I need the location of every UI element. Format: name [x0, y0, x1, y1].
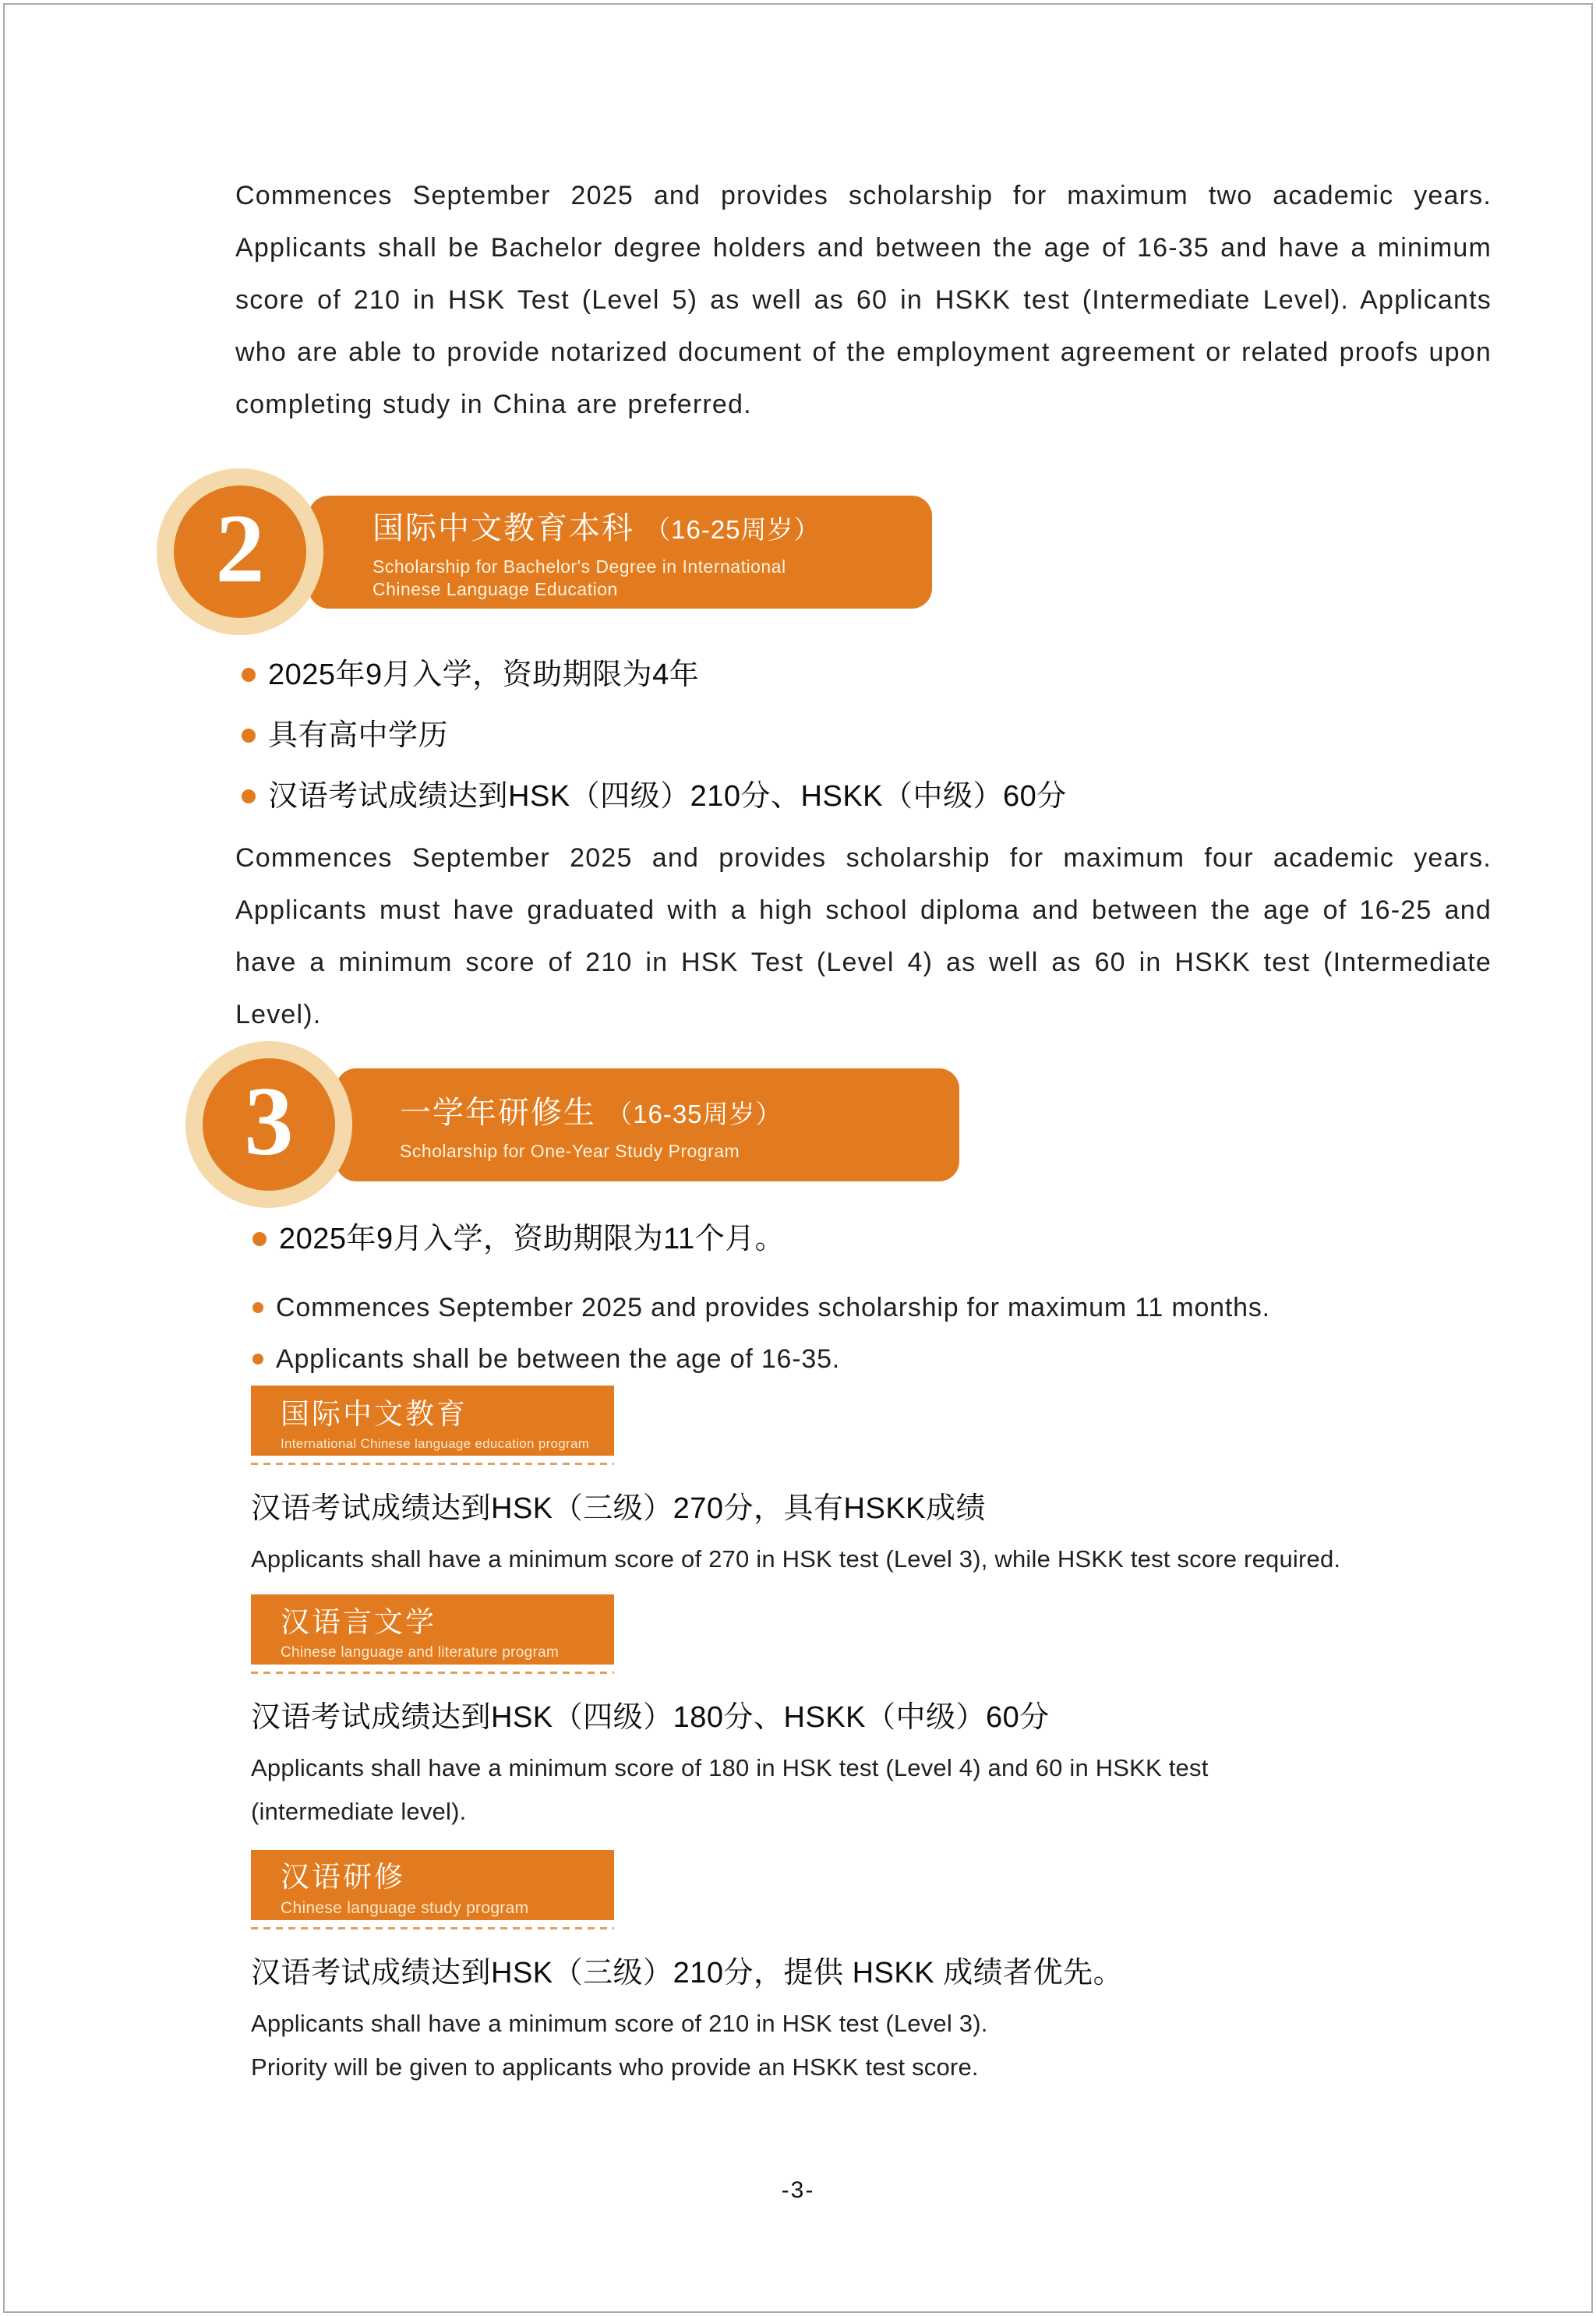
section-2-paragraph: Commences September 2025 and provides scholarship for maximum four academic years. Applicants must have graduated with a high school diploma and between the age of 16-25 and have a minimum score of 210 in HSK Test (Level 4) as well as 60 in HSKK test (Intermediate Level).	[235, 843, 1492, 1029]
bullet-text: Commences September 2025 and provides scholarship for maximum 11 months.	[276, 1293, 1270, 1322]
section-2-number: 2	[215, 495, 265, 603]
bullet-dot-icon	[252, 1232, 267, 1246]
section-3-age-range: （16-35周岁）	[606, 1099, 782, 1128]
program-badge	[251, 1594, 614, 1665]
bullet-dot-icon	[242, 729, 256, 743]
program-badge-title: 汉语言文学	[281, 1605, 436, 1638]
list-item	[242, 656, 1504, 694]
section-3-number: 3	[244, 1068, 294, 1176]
requirement-en-line: Applicants shall have a minimum score of 210 in HSK test (Level 3).	[251, 2010, 988, 2037]
program-requirement-cn: 汉语考试成绩达到HSK（三级）210分，提供 HSKK 成绩者优先。	[251, 1957, 1124, 1989]
program-badge	[251, 1386, 614, 1456]
program-requirement-cn: 汉语考试成绩达到HSK（四级）180分、HSKK（中级）60分	[251, 1701, 1050, 1734]
bullet-dot-icon	[252, 1354, 263, 1365]
program-badge-title: 汉语研修	[281, 1860, 405, 1893]
document-page	[3, 3, 1593, 2313]
program-badge	[251, 1850, 614, 1920]
program-badge-subtitle: International Chinese language education program	[281, 1435, 590, 1451]
program-badge-title: 国际中文教育	[281, 1397, 468, 1430]
section-2-number-badge	[157, 468, 323, 635]
program-requirement-en	[251, 2002, 1498, 2089]
dashed-divider	[251, 1927, 614, 1929]
requirement-en-line: Applicants shall have a minimum score of 270 in HSK test (Level 3), while HSKK test score required.	[251, 1545, 1341, 1573]
section-2-banner	[309, 496, 932, 609]
section-2-age-range: （16-25周岁）	[644, 515, 821, 544]
list-item	[242, 717, 1504, 754]
section-2-subtitle-line-1: Scholarship for Bachelor's Degree in International	[373, 556, 786, 577]
page-number: -3-	[781, 2177, 815, 2203]
bullet-text: 汉语考试成绩达到HSK（四级）210分、HSKK（中级）60分	[268, 780, 1067, 813]
bullet-text: Applicants shall be between the age of 16-35.	[276, 1344, 841, 1374]
program-badge-subtitle: Chinese language study program	[281, 1898, 529, 1917]
bullet-text: 具有高中学历	[268, 719, 449, 752]
section-2-title	[373, 503, 932, 548]
section-3-subtitle	[400, 1140, 959, 1163]
section-3-number-badge	[185, 1041, 352, 1208]
section-3-subtitle-line-1: Scholarship for One-Year Study Program	[400, 1140, 740, 1161]
section-3-cn-bullet-list	[252, 1220, 785, 1281]
bullet-text: 2025年9月入学，资助期限为4年	[268, 658, 700, 691]
section-3-title	[400, 1088, 959, 1132]
program-requirement-en	[251, 1746, 1498, 1834]
bullet-text: 2025年9月入学，资助期限为11个月。	[279, 1223, 786, 1255]
section-2-subtitle	[373, 556, 932, 601]
section-3-title-cn: 一学年研修生	[400, 1095, 596, 1130]
list-item	[252, 1290, 1270, 1325]
program-requirement-cn: 汉语考试成绩达到HSK（三级）270分，具有HSKK成绩	[251, 1492, 987, 1525]
dashed-divider	[251, 1463, 614, 1465]
list-item	[252, 1220, 785, 1258]
program-chinese-language-study	[251, 1850, 1498, 2089]
program-international-chinese-education	[251, 1386, 1498, 1581]
program-badge-subtitle: Chinese language and literature program	[281, 1643, 560, 1661]
program-chinese-language-literature	[251, 1594, 1498, 1834]
section-3-en-bullet-list	[252, 1290, 1270, 1393]
section-2-title-cn: 国际中文教育本科	[373, 511, 634, 545]
list-item	[252, 1342, 1270, 1376]
bullet-dot-icon	[242, 668, 256, 682]
bullet-dot-icon	[252, 1302, 263, 1313]
requirement-en-line: (intermediate level).	[251, 1798, 467, 1825]
dashed-divider	[251, 1672, 614, 1674]
requirement-en-line: Priority will be given to applicants who provide an HSKK test score.	[251, 2053, 979, 2081]
section-2-bullet-list	[242, 656, 1504, 838]
section-3-banner	[336, 1068, 959, 1181]
requirement-en-line: Applicants shall have a minimum score of 180 in HSK test (Level 4) and 60 in HSKK test	[251, 1754, 1209, 1781]
program-requirement-en	[251, 1538, 1498, 1581]
bullet-dot-icon	[242, 789, 256, 803]
intro-paragraph: Commences September 2025 and provides scholarship for maximum two academic years. Applicants shall be Bachelor degree holders and between the age of 16-35 and have a minimum score of 210 in HSK Test (Level 5) as well as 60 in HSKK test (Intermediate Level). Applicants who are able to provide notarized document of the employment agreement or related proofs upon completing study in China are preferred.	[235, 181, 1492, 419]
section-2-subtitle-line-2: Chinese Language Education	[373, 579, 618, 599]
list-item	[242, 778, 1504, 815]
